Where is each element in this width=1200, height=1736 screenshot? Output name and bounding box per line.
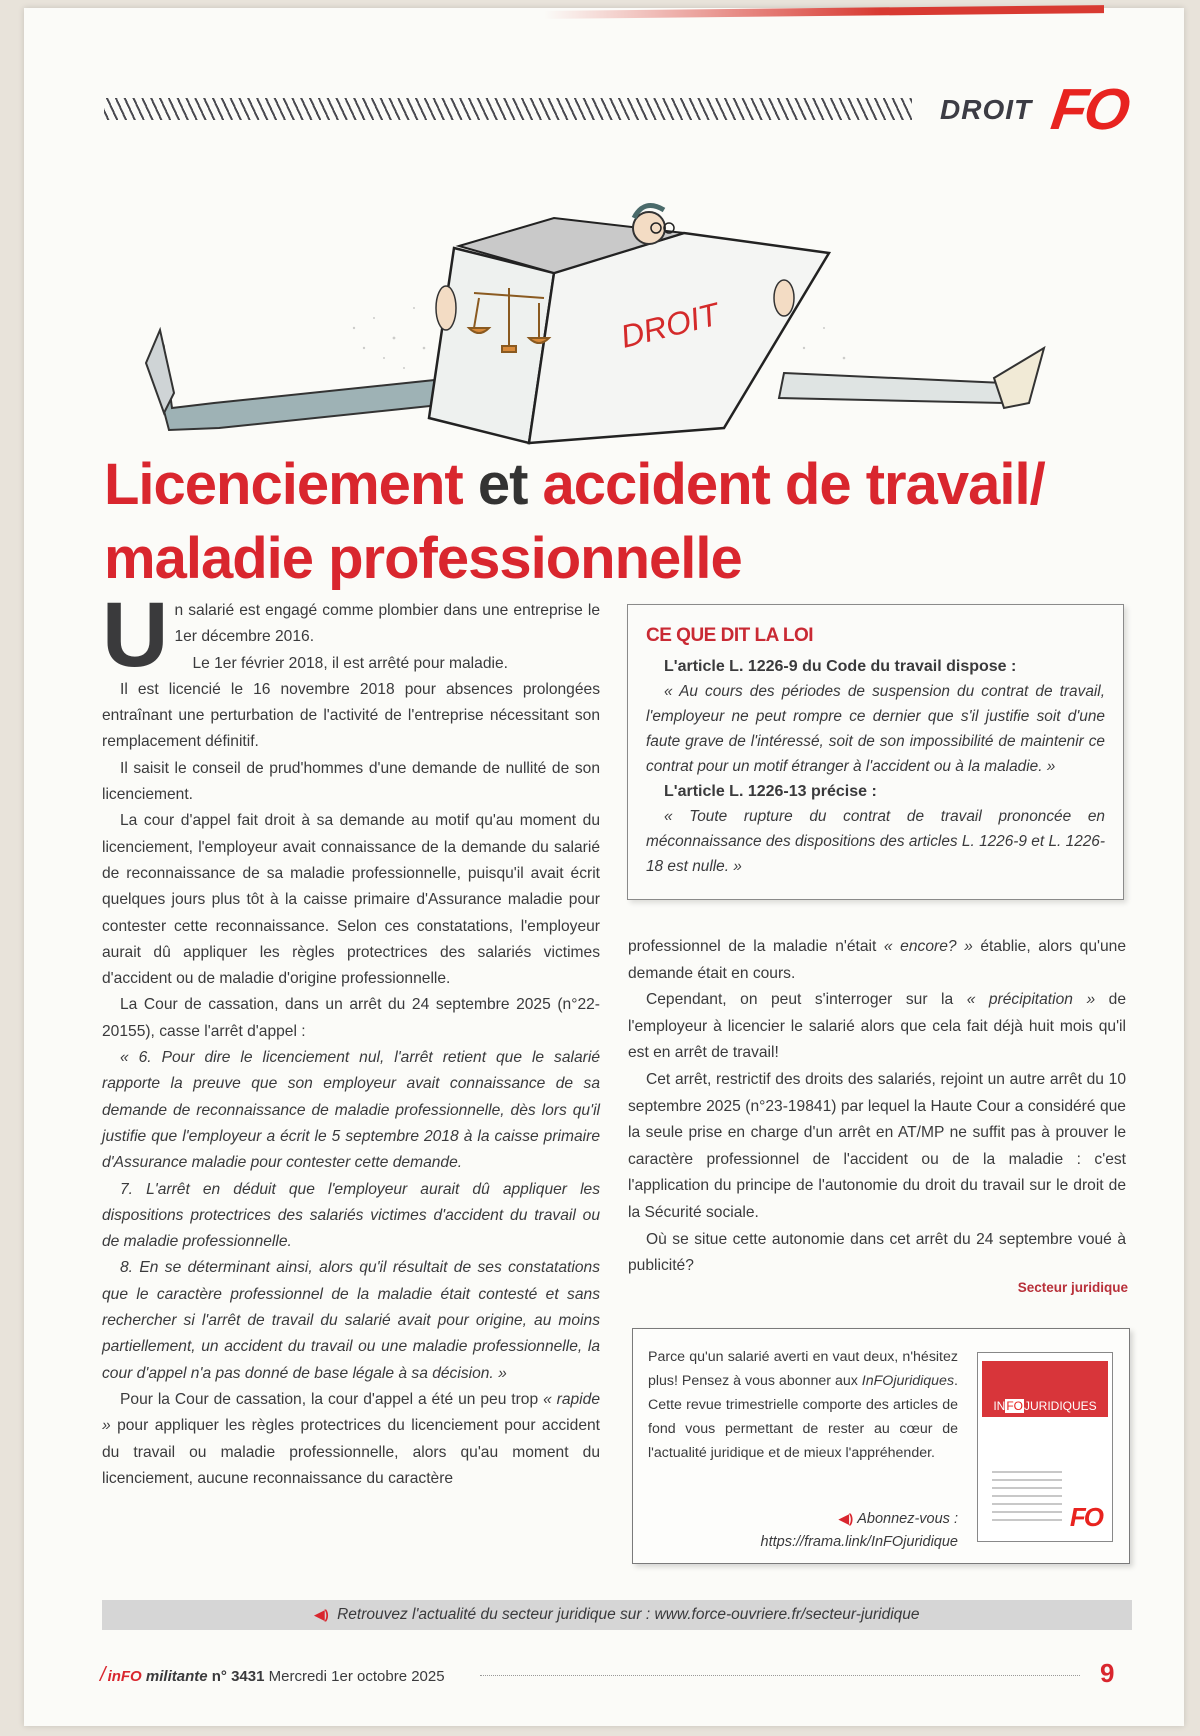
section-rubric: DROIT	[940, 94, 1033, 125]
page-number: 9	[1100, 1658, 1115, 1688]
footer-issue: n° 3431	[211, 1668, 265, 1685]
magazine-cover-contents	[992, 1471, 1062, 1527]
subscription-promo-box	[632, 1328, 1130, 1564]
text: JURIDIQUES	[1023, 1399, 1097, 1413]
law-quote: « Au cours des périodes de suspension du contrat de travail, l'employeur ne peut rompre ce dernier que s'il justifie soit d'une faute grave de l'intéressé, soit de son impossibilité de maintenir ce contrat pour un motif étranger à l'accident ou à la maladie. »	[646, 683, 1105, 775]
emphasis: « encore? »	[883, 938, 973, 955]
man-reading-law-book-illustration	[124, 198, 1124, 448]
magazine-cover-title	[982, 1399, 1108, 1413]
paragraph: n salarié est engagé comme plombier dans une entreprise le 1er décembre 2016.	[174, 602, 600, 646]
illustration	[124, 198, 1124, 448]
page-footer	[80, 1660, 1130, 1688]
page-header	[80, 77, 1132, 142]
top-red-strip	[544, 5, 1104, 19]
footer-publication	[100, 1664, 445, 1687]
title-part-4: maladie professionnelle	[104, 526, 742, 591]
quote-paragraph: 8. En se déterminant ainsi, alors qu'il résultait de ses constatations que le caractère professionnel de la maladie était contesté et sans rechercher si l'arrêt de travail du salarié avait pour origine, au moins partiellement, un accident du travail ou une maladie professionnelle, la cour d'appel n'a pas donné de base légale à sa décision. »	[102, 1259, 600, 1382]
article-title	[104, 448, 1144, 596]
promo-text	[648, 1345, 958, 1465]
title-part-3: accident de travail/	[542, 452, 1045, 517]
drop-cap: U	[102, 584, 169, 686]
hatch-rule	[104, 98, 912, 120]
paragraph: Cet arrêt, restrictif des droits des salariés, rejoint un autre arrêt du 10 septembre 2025 (n°23-19841) par lequel la Haute Cour a considéré que la seule prise en charge d'un arrêt en AT/MP ne suffit pas à prouver le caractère professionnel de l'accident ou de la maladie : c'est l'application du principe de l'autonomie du droit du travail sur le droit de la Sécurité sociale.	[628, 1070, 1126, 1221]
text: Cependant, on peut s'interroger sur la	[646, 991, 967, 1009]
fo-logo: FO	[1047, 77, 1132, 142]
magazine-page	[24, 8, 1184, 1726]
quote-paragraph: 7. L'arrêt en déduit que l'employeur aurait dû appliquer les dispositions protectrices des salariés victimes d'accident du travail ou de maladie professionnelle.	[102, 1180, 600, 1251]
paragraph: Où se situe cette autonomie dans cet arrêt du 24 septembre voué à publicité?	[628, 1230, 1126, 1275]
text: . Cette revue trimestrielle comporte des articles de fond vous permettant de rester au cœur de l'actualité juridique et de mieux l'appréhender.	[648, 1373, 958, 1461]
subscribe-label: Abonnez-vous :	[857, 1511, 958, 1527]
quote-paragraph: « 6. Pour dire le licenciement nul, l'arrêt retient que le salarié rapporte la preuve que son employeur avait connaissance de sa demande de reconnaissance de maladie professionnelle, dès lors qu'il justifie que l'employeur a écrit le 5 septembre 2018 à la caisse primaire d'Assurance maladie pour contester cette demande.	[102, 1049, 600, 1172]
website-banner	[102, 1600, 1132, 1630]
fo-logo: FO	[1069, 1502, 1102, 1532]
signature: Secteur juridique	[1017, 1280, 1128, 1295]
title-part-1: Licenciement	[104, 452, 478, 517]
paragraph: La Cour de cassation, dans un arrêt du 24 septembre 2025 (n°22-20155), casse l'arrêt d'appel :	[102, 996, 600, 1040]
text: pour appliquer les règles protectrices du licenciement pour accident du travail ou maladie professionnelle, alors qu'au moment du licenciement, aucune reconnaissance du caractère	[102, 1417, 600, 1487]
footer-publication-name: militante	[145, 1668, 208, 1685]
slash-mark: /	[100, 1664, 106, 1686]
megaphone-icon: ◀)	[838, 1511, 854, 1526]
text: Pour la Cour de cassation, la cour d'appel a été un peu trop	[120, 1390, 544, 1408]
svg-text:DROIT: DROIT	[616, 295, 723, 355]
law-box-title: CE QUE DIT LA LOI	[646, 625, 814, 646]
footer-brand: inFO	[107, 1668, 142, 1685]
paragraph: Il est licencié le 16 novembre 2018 pour absences prolongées entraînant une perturbation de l'activité de l'entreprise nécessitant son remplacement définitif.	[102, 680, 600, 751]
text: Parce qu'un salarié averti en vaut deux, n'hésitez plus! Pensez à vous abonner aux	[648, 1349, 958, 1389]
subscribe-cta	[673, 1507, 958, 1554]
paragraph: Le 1er février 2018, il est arrêté pour maladie.	[192, 654, 508, 672]
paragraph	[628, 934, 1126, 987]
emphasis: « rapide »	[102, 1390, 600, 1435]
text: professionnel de la maladie n'était	[628, 938, 884, 955]
emphasis: « précipitation »	[966, 991, 1096, 1009]
paragraph: Il saisit le conseil de prud'hommes d'une demande de nullité de son licenciement.	[102, 759, 600, 804]
text: FO	[1006, 1399, 1023, 1413]
paragraph	[628, 987, 1126, 1067]
law-article-heading: L'article L. 1226-13 précise :	[664, 783, 877, 800]
footer-date: Mercredi 1er octobre 2025	[268, 1668, 445, 1685]
law-box	[627, 604, 1124, 900]
law-article-heading: L'article L. 1226-9 du Code du travail dispose :	[664, 658, 1017, 675]
text: IN	[993, 1399, 1006, 1413]
text: établie, alors qu'une demande était en cours.	[628, 938, 1126, 982]
magazine-name: InFOjuridiques	[861, 1373, 955, 1389]
article-column-right	[628, 934, 1126, 1280]
paragraph	[102, 1387, 600, 1492]
megaphone-icon: ◀)	[314, 1607, 329, 1622]
paragraph: La cour d'appel fait droit à sa demande au motif qu'au moment du licenciement, l'employeur avait connaissance de la demande du salarié de reconnaissance de sa maladie professionnelle, puisqu'il avait écrit quelques jours plus tôt à la caisse primaire d'Assurance maladie pour contester cette reconnaissance. Selon ces constatations, l'employeur aurait dû appliquer les règles protectrices des salariés victimes d'accident ou de maladie d'origine professionnelle.	[102, 812, 600, 988]
magazine-cover	[977, 1352, 1113, 1542]
title-part-2: et	[477, 452, 543, 517]
banner-text[interactable]: Retrouvez l'actualité du secteur juridique sur : www.force-ouvriere.fr/secteur-juridique	[337, 1606, 920, 1623]
text: de l'employeur à licencier le salarié alors que cela fait déjà huit mois qu'il est en arrêt de travail!	[628, 991, 1126, 1062]
footer-rule	[480, 1675, 1080, 1676]
article-column-left	[102, 584, 600, 1492]
law-quote: « Toute rupture du contrat de travail prononcée en méconnaissance des dispositions des articles L. 1226-9 et L. 1226-18 est nulle. »	[646, 808, 1105, 875]
subscribe-link[interactable]: https://frama.link/InFOjuridique	[760, 1534, 958, 1550]
